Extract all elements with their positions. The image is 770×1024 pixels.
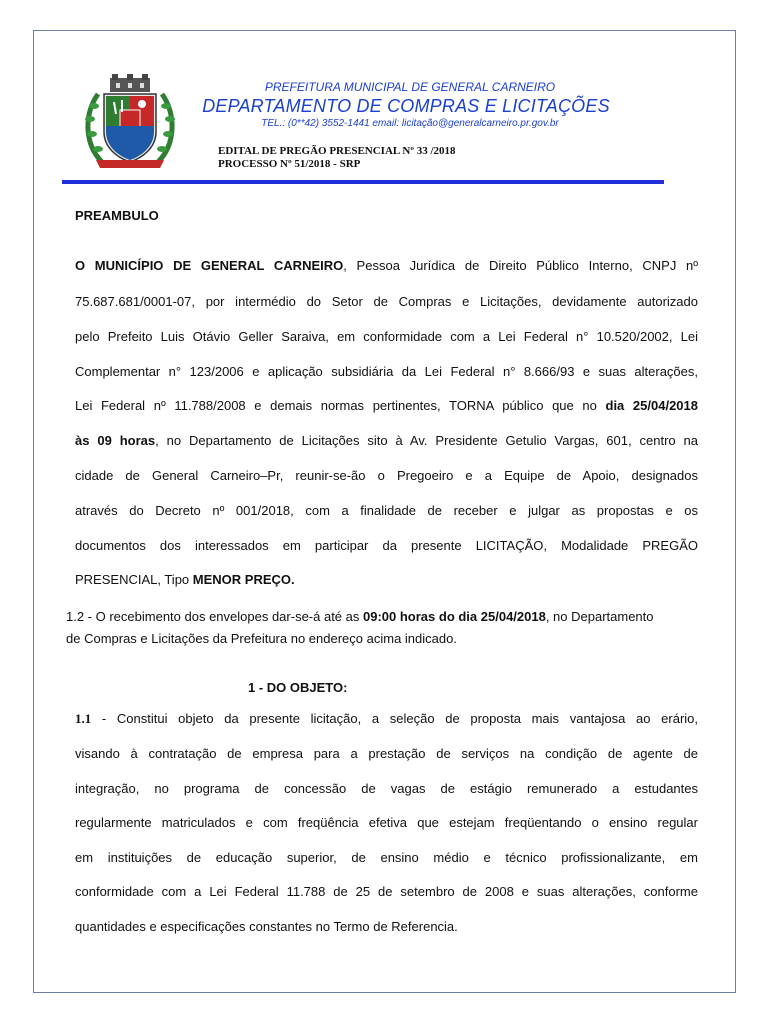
municipality-name: PREFEITURA MUNICIPAL DE GENERAL CARNEIRO <box>264 80 556 94</box>
line-text: cidade de General Carneiro–Pr, reunir-se-ão o Pregoeiro e a Equipe de Apoio, designados <box>75 468 698 483</box>
item-1-2-line <box>66 631 706 647</box>
line-text: através do Decreto nº 001/2018, com a finalidade de receber e julgar as propostas e os <box>75 503 698 518</box>
objeto-line <box>75 815 698 831</box>
preambulo-line <box>75 572 698 588</box>
line-text: Complementar n° 123/2006 e aplicação subsidiária da Lei Federal n° 8.666/93 e suas alterações, <box>75 364 698 379</box>
coat-of-arms-icon <box>82 74 178 172</box>
session-time-bold: às 09 horas <box>75 433 156 448</box>
line-text: documentos dos interessados em participar da presente LICITAÇÃO, Modalidade PREGÃO <box>75 538 698 553</box>
preambulo-line <box>75 258 698 274</box>
edital-number: EDITAL DE PREGÃO PRESENCIAL Nº 33 /2018 <box>218 145 456 157</box>
item-number: 1.1 <box>75 711 92 726</box>
preambulo-line <box>75 329 698 345</box>
line-text: , no Departamento <box>545 609 654 624</box>
preambulo-heading: PREAMBULO <box>75 208 159 223</box>
preambulo-line <box>75 503 698 519</box>
objeto-line <box>75 884 698 900</box>
line-text: , no Departamento de Licitações sito à Av. Presidente Getulio Vargas, 601, centro na <box>155 433 699 448</box>
line-text: em instituições de educação superior, de ensino médio e técnico profissionalizante, em <box>75 850 698 865</box>
line-text: integração, no programa de concessão de vagas de estágio remunerado a estudantes <box>75 781 698 796</box>
line-text: regularmente matriculados e com freqüência efetiva que estejam freqüentando o ensino regular <box>75 815 698 830</box>
line-text: de Compras e Licitações da Prefeitura no endereço acima indicado. <box>66 631 457 646</box>
processo-number: PROCESSO Nº 51/2018 - SRP <box>218 158 361 170</box>
tipo-bold: MENOR PREÇO. <box>192 572 295 587</box>
line-text: PRESENCIAL, Tipo <box>75 572 193 587</box>
preambulo-line <box>75 294 698 310</box>
objeto-line <box>75 711 698 727</box>
contact-line: TEL.: (0**42) 3552-1441 email: licitação@generalcarneiro.pr.gov.br <box>261 118 559 129</box>
objeto-heading: 1 - DO OBJETO: <box>248 680 348 695</box>
line-text: quantidades e especificações constantes no Termo de Referencia. <box>75 919 458 934</box>
municipality-bold: O MUNICÍPIO DE GENERAL CARNEIRO <box>75 258 344 273</box>
preambulo-line <box>75 538 698 554</box>
line-text: conformidade com a Lei Federal 11.788 de 25 de setembro de 2008 e suas alterações, conforme <box>75 884 698 899</box>
preambulo-line <box>75 468 698 484</box>
preambulo-line <box>75 364 698 380</box>
department-name: DEPARTAMENTO DE COMPRAS E LICITAÇÕES <box>202 96 610 116</box>
line-text: 75.687.681/0001-07, por intermédio do Setor de Compras e Licitações, devidamente autorizado <box>75 294 698 309</box>
line-text: pelo Prefeito Luis Otávio Geller Saraiva, em conformidade com a Lei Federal n° 10.520/2002, Lei <box>75 329 698 344</box>
line-text: Lei Federal nº 11.788/2008 e demais normas pertinentes, TORNA público que no <box>75 398 606 413</box>
objeto-line <box>75 746 698 762</box>
line-text: visando à contratação de empresa para a prestação de serviços na condição de agente de <box>75 746 698 761</box>
preambulo-line <box>75 398 698 414</box>
header-divider <box>62 180 664 184</box>
deadline-bold: 09:00 horas do dia 25/04/2018 <box>363 609 546 624</box>
session-date-bold: dia 25/04/2018 <box>605 398 698 413</box>
objeto-line <box>75 850 698 866</box>
objeto-line <box>75 781 698 797</box>
line-text: - Constitui objeto da presente licitação, a seleção de proposta mais vantajosa ao erário, <box>91 711 698 726</box>
line-text: 1.2 - O recebimento dos envelopes dar-se-á até as <box>66 609 363 624</box>
item-1-2-line <box>66 609 706 625</box>
objeto-line <box>75 919 698 935</box>
line-text: , Pessoa Jurídica de Direito Público Interno, CNPJ nº <box>343 258 699 273</box>
preambulo-line <box>75 433 698 449</box>
